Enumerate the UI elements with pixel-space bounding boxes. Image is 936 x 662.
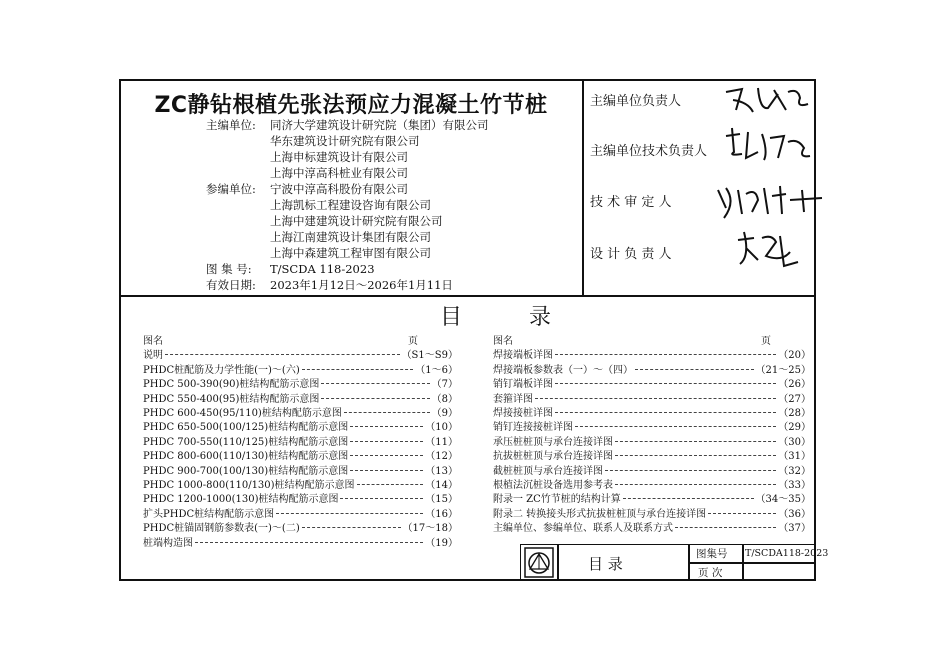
toc-leader: [357, 484, 424, 485]
toc-item-name: PHDC 1000-800(110/130)桩结构配筋示意图: [143, 480, 355, 492]
toc-leader: [535, 398, 776, 399]
toc-item-page: （33）: [778, 480, 811, 492]
toc-item-page: （13）: [425, 465, 458, 477]
toc-leader: [344, 412, 430, 413]
toc-item-name: 桩端构造图: [143, 537, 193, 549]
valid-date-label: 有效日期:: [206, 278, 256, 292]
toc-item-page: （20）: [778, 350, 811, 362]
role-technical-reviewer: 技 术 审 定 人: [590, 195, 672, 210]
toc-item-page: （16）: [425, 508, 458, 520]
co-editor-item: 上海中建建筑设计研究院有限公司: [270, 214, 443, 228]
page-title: ZC静钻根植先张法预应力混凝土竹节桩: [154, 93, 548, 118]
signature-3: [712, 178, 827, 223]
chief-editor-item: 同济大学建筑设计研究院（集团）有限公司: [270, 118, 489, 132]
toc-leader: [276, 513, 423, 514]
toc-row: [493, 378, 811, 392]
toc-leader: [165, 354, 400, 355]
toc-leader: [321, 383, 429, 384]
toc-item-page: （7）: [431, 379, 458, 391]
toc-leader: [605, 470, 776, 471]
toc-item-page: （10）: [425, 422, 458, 434]
toc-item-name: PHDC桩配筋及力学性能(一)～(六): [143, 364, 300, 376]
atlas-number-label: 图 集 号:: [206, 262, 252, 276]
toc-row: [143, 378, 458, 392]
toc-item-page: （32）: [778, 465, 811, 477]
toc-item-page: （31）: [778, 451, 811, 463]
toc-row: [493, 493, 811, 507]
signature-1: [718, 80, 818, 120]
toc-leader: [195, 542, 423, 543]
header-divider-horizontal: [120, 295, 815, 297]
toc-row: [493, 407, 811, 421]
toc-item-page: （21～25）: [755, 364, 811, 376]
valid-dates: 2023年1月12日～2026年1月11日: [270, 278, 453, 292]
toc-leader: [350, 426, 423, 427]
toc-left-column: [143, 335, 458, 551]
toc-leader: [350, 470, 423, 471]
toc-item-name: 附录二 转换接头形式抗拔桩桩顶与承台连接详图: [493, 508, 707, 520]
role-chief-tech-head: 主编单位技术负责人: [590, 144, 708, 159]
toc-row: [143, 479, 458, 493]
toc-item-name: 焊接端板详图: [493, 350, 553, 362]
toc-leader: [321, 398, 429, 399]
toc-header-page: 页: [761, 336, 771, 347]
toc-item-name: 根植法沉桩设备选用参考表: [493, 480, 613, 492]
toc-item-name: 承压桩桩顶与承台连接详图: [493, 436, 613, 448]
toc-item-name: 主编单位、参编单位、联系人及联系方式: [493, 523, 673, 535]
toc-item-page: （8）: [431, 393, 458, 405]
toc-row: [493, 393, 811, 407]
toc-item-name: 扩头PHDC桩结构配筋示意图: [143, 508, 275, 520]
toc-item-name: 抗拔桩桩顶与承台连接详图: [493, 451, 613, 463]
toc-leader: [575, 426, 776, 427]
toc-item-name: PHDC 550-400(95)桩结构配筋示意图: [143, 393, 320, 405]
toc-leader: [555, 354, 776, 355]
toc-right-column: [493, 335, 811, 537]
toc-row: [143, 349, 458, 363]
toc-leader: [302, 527, 401, 528]
toc-item-name: PHDC桩锚固钢筋参数表(一)～(二): [143, 523, 300, 535]
title-block-name: 目 录: [588, 555, 623, 573]
toc-leader: [615, 455, 776, 456]
toc-item-page: （19）: [425, 537, 458, 549]
toc-item-name: PHDC 900-700(100/130)桩结构配筋示意图: [143, 465, 349, 477]
chief-editor-label: 主编单位:: [206, 118, 256, 132]
co-editor-label: 参编单位:: [206, 182, 256, 196]
toc-header-name: 图名: [143, 336, 163, 347]
toc-row: [493, 436, 811, 450]
toc-item-name: 套箍详图: [493, 393, 533, 405]
toc-row: [143, 421, 458, 435]
toc-leader: [708, 513, 776, 514]
toc-row: [143, 393, 458, 407]
toc-row: [493, 465, 811, 479]
title-block-atlas-value: T/SCDA118-2023: [745, 548, 829, 559]
title-block-page-label: 页 次: [698, 567, 723, 579]
chief-editor-item: 华东建筑设计研究院有限公司: [270, 134, 420, 148]
toc-item-page: （14）: [425, 480, 458, 492]
toc-item-name: 说明: [143, 350, 163, 362]
chief-editor-item: 上海中淳高科桩业有限公司: [270, 166, 408, 180]
toc-leader: [350, 455, 423, 456]
toc-row: [143, 508, 458, 522]
toc-leader: [615, 484, 776, 485]
toc-item-page: （9）: [431, 408, 458, 420]
title-block-atlas-label: 图集号: [696, 548, 728, 560]
toc-item-page: （17～18）: [402, 523, 458, 535]
toc-item-page: （11）: [425, 436, 458, 448]
logo-icon: [524, 547, 554, 578]
toc-item-name: 销钉连接接桩详图: [493, 422, 573, 434]
toc-leader: [635, 369, 754, 370]
toc-item-page: （34～35）: [755, 494, 811, 506]
toc-row: [493, 479, 811, 493]
co-editor-item: 宁波中淳高科股份有限公司: [270, 182, 408, 196]
toc-item-page: （1～6）: [415, 364, 458, 376]
toc-row: [493, 508, 811, 522]
toc-header-name: 图名: [493, 336, 513, 347]
toc-leader: [623, 498, 754, 499]
co-editor-item: 上海江南建筑设计集团有限公司: [270, 230, 431, 244]
toc-item-page: （37）: [778, 523, 811, 535]
toc-item-page: （12）: [425, 451, 458, 463]
toc-leader: [340, 498, 423, 499]
toc-item-page: （S1～S9）: [401, 350, 458, 362]
toc-item-page: （30）: [778, 436, 811, 448]
toc-leader: [675, 527, 776, 528]
toc-title: 目 录: [440, 305, 581, 330]
toc-row: [143, 522, 458, 536]
toc-item-name: PHDC 500-390(90)桩结构配筋示意图: [143, 379, 320, 391]
toc-item-name: 附录一 ZC竹节桩的结构计算: [493, 494, 621, 506]
toc-item-page: （28）: [778, 408, 811, 420]
toc-leader: [350, 441, 423, 442]
toc-item-name: PHDC 1200-1000(130)桩结构配筋示意图: [143, 494, 339, 506]
chief-editor-item: 上海申标建筑设计有限公司: [270, 150, 408, 164]
toc-row: [143, 465, 458, 479]
toc-item-page: （29）: [778, 422, 811, 434]
toc-row: [143, 493, 458, 507]
title-block-divider: [557, 544, 559, 581]
toc-item-name: 焊接接桩详图: [493, 408, 553, 420]
role-chief-unit-head: 主编单位负责人: [590, 94, 682, 109]
toc-item-page: （36）: [778, 508, 811, 520]
toc-row: [493, 349, 811, 363]
toc-leader: [302, 369, 414, 370]
title-block-divider: [688, 562, 816, 564]
toc-item-page: （27）: [778, 393, 811, 405]
toc-item-name: 焊接端板参数表（一）～（四）: [493, 364, 633, 376]
toc-item-name: PHDC 650-500(100/125)桩结构配筋示意图: [143, 422, 349, 434]
toc-row: [493, 450, 811, 464]
toc-leader: [555, 412, 776, 413]
co-editor-item: 上海中森建筑工程审图有限公司: [270, 246, 431, 260]
signature-4: [732, 226, 812, 271]
toc-row: [493, 421, 811, 435]
toc-row: [143, 537, 458, 551]
toc-row: [143, 407, 458, 421]
toc-item-name: 截桩桩顶与承台连接详图: [493, 465, 603, 477]
toc-item-name: PHDC 600-450(95/110)桩结构配筋示意图: [143, 408, 342, 420]
toc-row: [143, 364, 458, 378]
toc-item-name: 销钉端板详图: [493, 379, 553, 391]
toc-item-name: PHDC 800-600(110/130)桩结构配筋示意图: [143, 451, 349, 463]
atlas-number: T/SCDA 118-2023: [270, 262, 375, 276]
header-divider-vertical: [582, 80, 584, 296]
toc-row: [143, 436, 458, 450]
toc-row: [493, 364, 811, 378]
toc-row: [493, 522, 811, 536]
toc-item-name: PHDC 700-550(110/125)桩结构配筋示意图: [143, 436, 349, 448]
toc-header-page: 页: [408, 336, 418, 347]
toc-leader: [555, 383, 776, 384]
toc-leader: [615, 441, 776, 442]
toc-item-page: （15）: [425, 494, 458, 506]
role-design-head: 设 计 负 责 人: [590, 247, 672, 262]
signature-2: [718, 122, 818, 172]
toc-item-page: （26）: [778, 379, 811, 391]
toc-row: [143, 450, 458, 464]
co-editor-item: 上海凯标工程建设咨询有限公司: [270, 198, 431, 212]
